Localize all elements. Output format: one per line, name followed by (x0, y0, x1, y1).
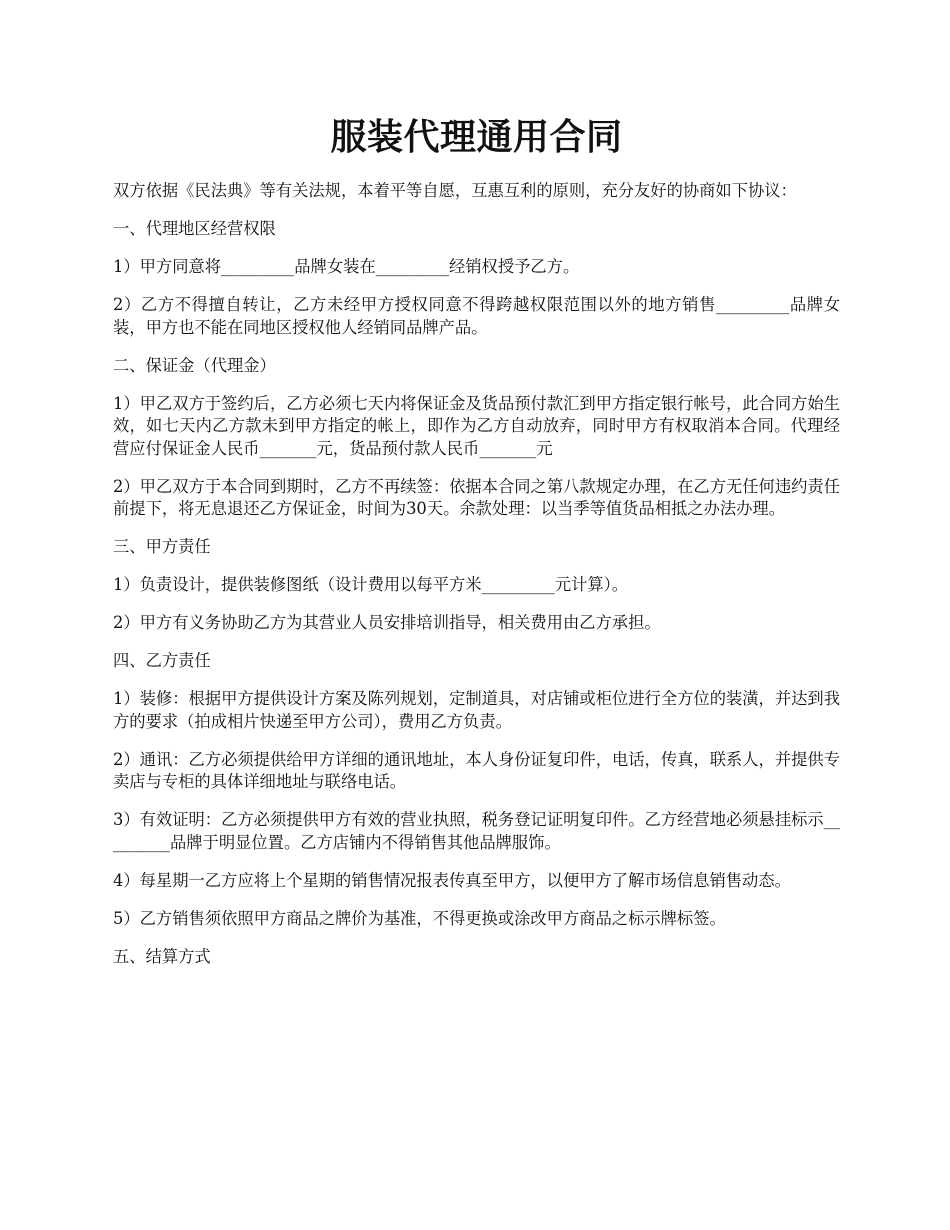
clause-paragraph: 3）有效证明：乙方必须提供甲方有效的营业执照，税务登记证明复印件。乙方经营地必须悬挂标示_________品牌于明显位置。乙方店铺内不得销售其他品牌服饰。 (113, 810, 840, 852)
clause-paragraph: 1）装修：根据甲方提供设计方案及陈列规划，定制道具，对店铺或柜位进行全方位的装潢，并达到我方的要求（拍成相片快递至甲方公司），费用乙方负责。 (113, 689, 840, 731)
clause-paragraph: 1）负责设计，提供装修图纸（设计费用以每平方米_________元计算）。 (113, 575, 629, 594)
section-heading: 五、结算方式 (113, 946, 211, 966)
document-title: 服装代理通用合同 (330, 116, 623, 158)
document-body (113, 180, 840, 984)
clause-paragraph: 2）乙方不得擅自转让，乙方未经甲方授权同意不得跨越权限范围以外的地方销售_________品牌女装，甲方也不能在同地区授权他人经销同品牌产品。 (113, 295, 840, 337)
clause-paragraph: 4）每星期一乙方应将上个星期的销售情况报表传真至甲方，以便甲方了解市场信息销售动态。 (113, 870, 791, 890)
section-heading: 一、代理地区经营权限 (113, 219, 276, 238)
section-heading: 三、甲方责任 (113, 537, 211, 556)
clause-paragraph: 2）甲方有义务协助乙方为其营业人员安排培训指导，相关费用由乙方承担。 (113, 613, 661, 632)
clause-paragraph: 2）通讯：乙方必须提供给甲方详细的通讯地址，本人身份证复印件，电话，传真，联系人，并提供专卖店与专柜的具体详细地址与联络电话。 (113, 749, 840, 791)
clause-paragraph: 2）甲乙双方于本合同到期时，乙方不再续签：依据本合同之第八款规定办理，在乙方无任何违约责任前提下，将无息退还乙方保证金，时间为30天。余款处理：以当季等值货品相抵之办法办理。 (113, 476, 840, 518)
section-heading: 二、保证金（代理金） (113, 355, 276, 375)
clause-paragraph: 1）甲乙双方于签约后，乙方必须七天内将保证金及货品预付款汇到甲方指定银行帐号，此合同方始生效，如七天内乙方款未到甲方指定的帐上，即作为乙方自动放弃，同时甲方有权取消本合同。代理经营应付保证金人民币_______元，货品预付款人民币_______元 (113, 393, 840, 458)
clause-paragraph: 5）乙方销售须依照甲方商品之牌价为基准，不得更换或涂改甲方商品之标示牌标签。 (113, 908, 726, 928)
section-heading: 四、乙方责任 (113, 651, 211, 670)
intro-paragraph: 双方依据《民法典》等有关法规，本着平等自愿，互惠互利的原则，充分友好的协商如下协议： (113, 181, 797, 200)
clause-paragraph: 1）甲方同意将_________品牌女装在_________经销权授予乙方。 (113, 257, 580, 276)
